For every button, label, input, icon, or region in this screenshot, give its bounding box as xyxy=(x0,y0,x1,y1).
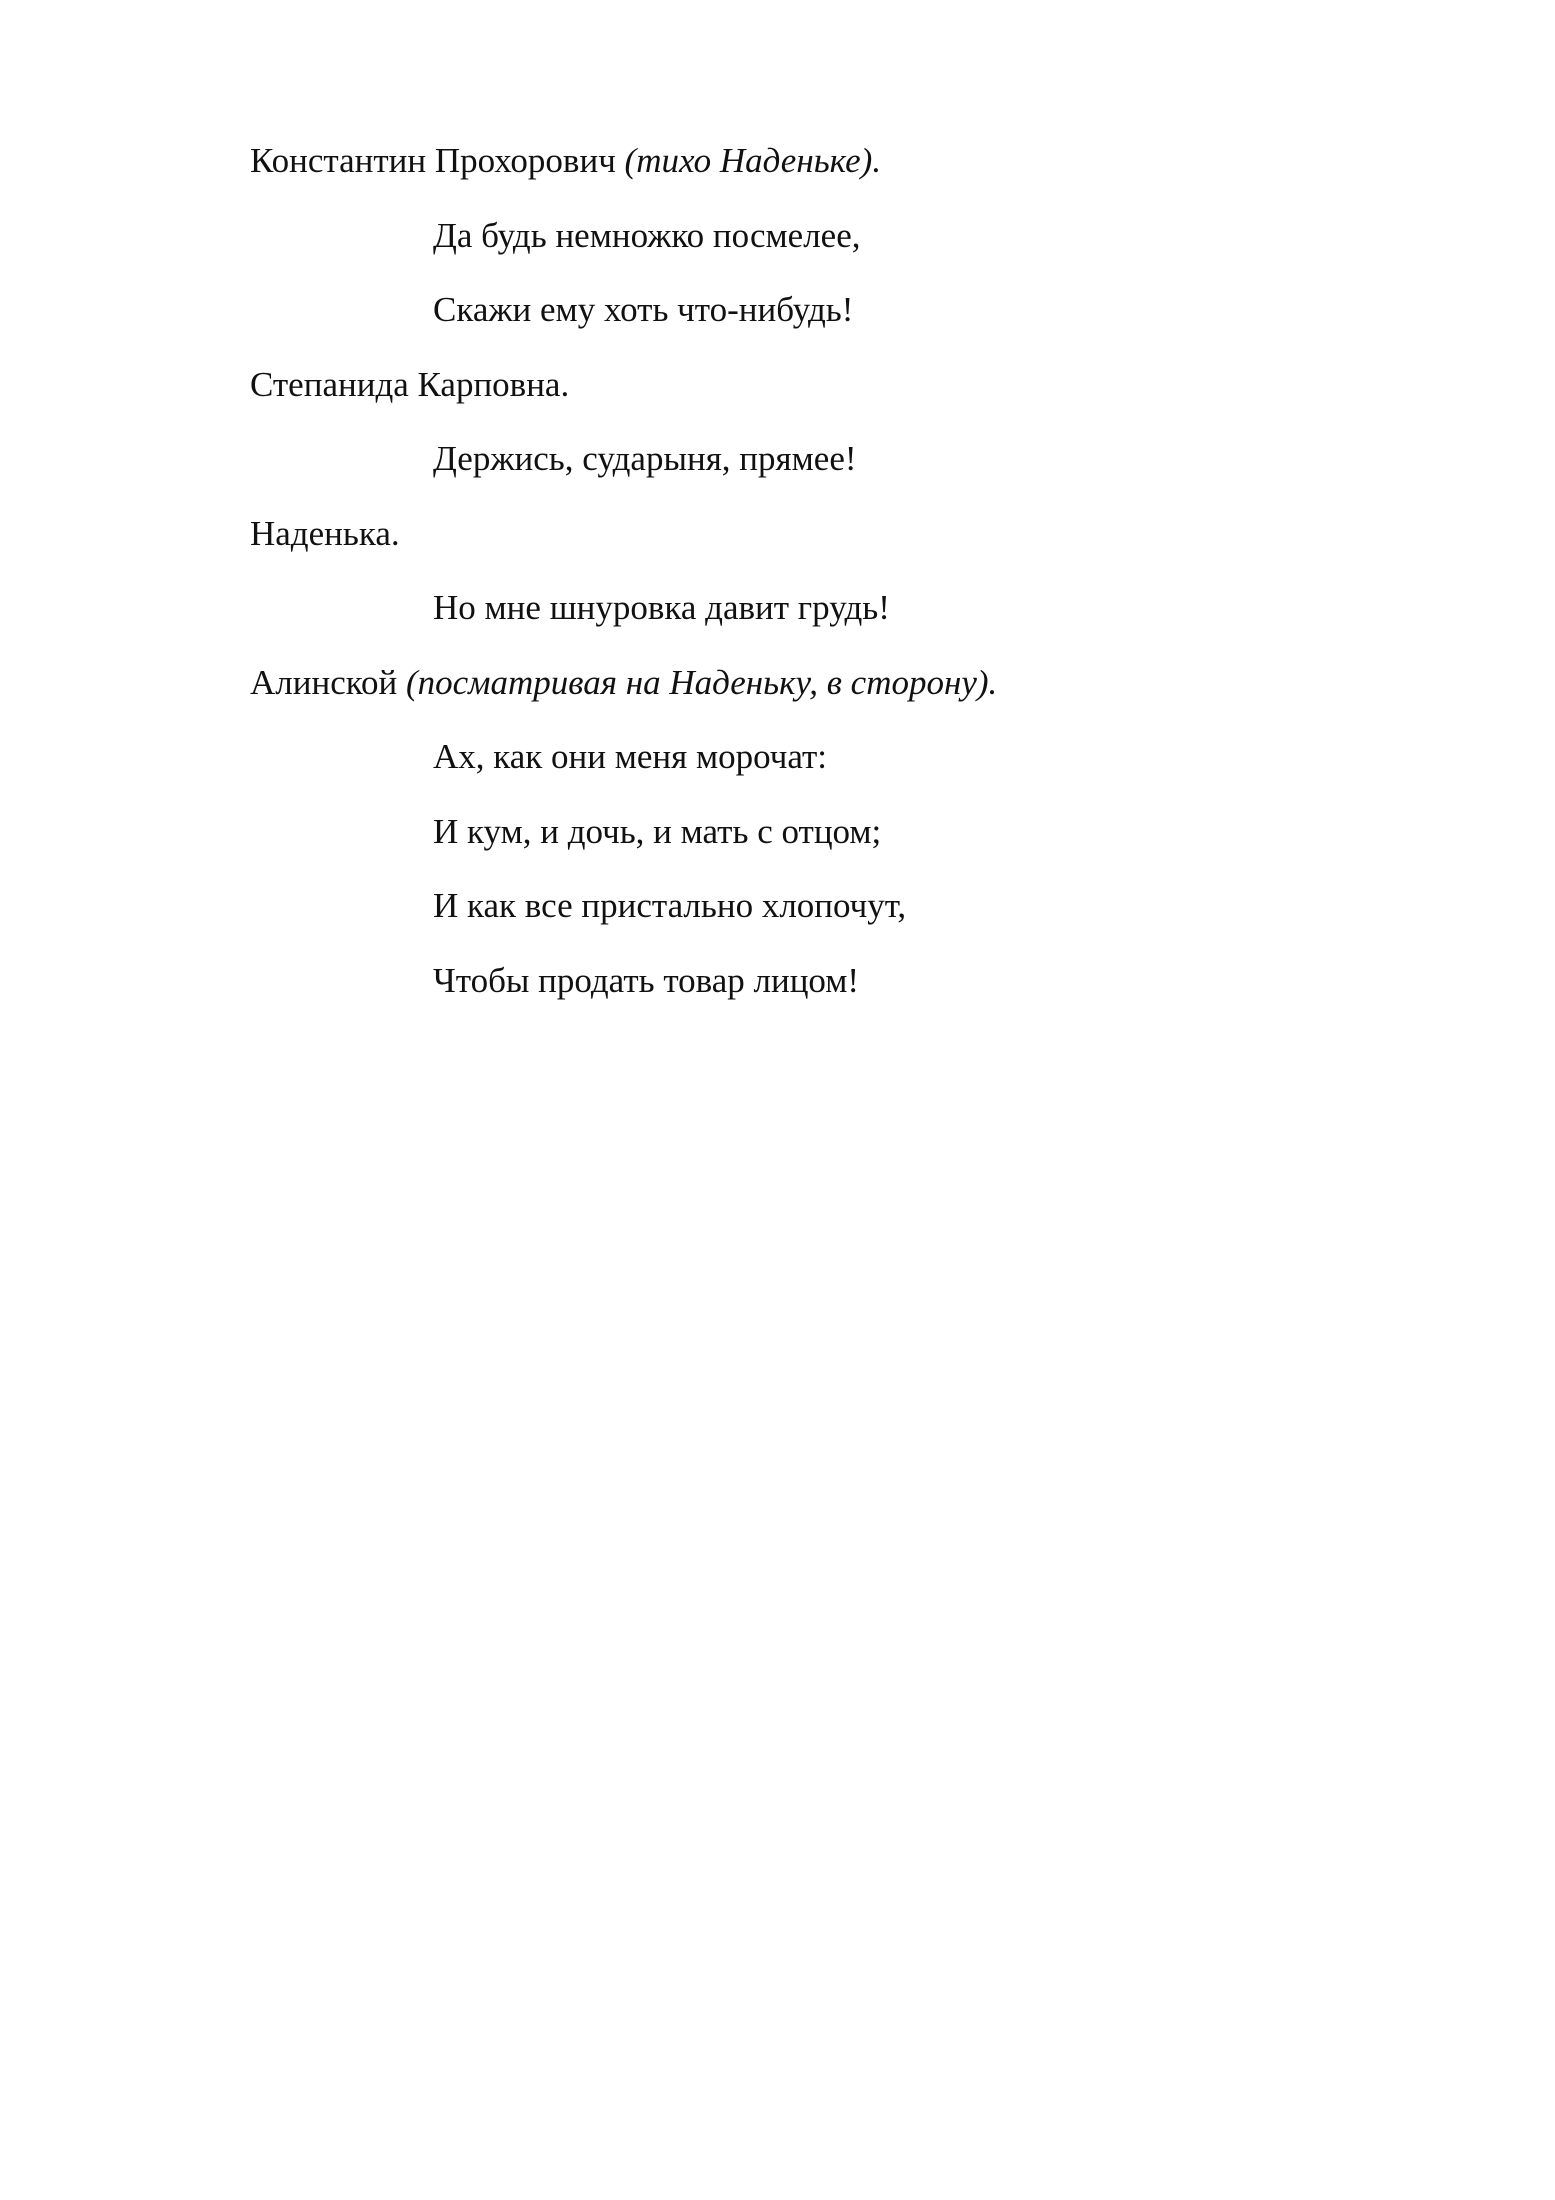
speaker-line xyxy=(250,513,1350,588)
speaker-name: Алинской xyxy=(250,662,398,702)
verse-line: Но мне шнуровка давит грудь! xyxy=(433,588,890,627)
stage-direction: (тихо Наденьке). xyxy=(624,141,882,180)
stage-direction: (посматривая на Наденьку, в сторону). xyxy=(405,662,998,702)
verse-line: Чтобы продать товар лицом! xyxy=(433,960,860,1000)
verse-line: Да будь немножко посмелее, xyxy=(433,215,861,255)
speaker-line xyxy=(250,364,1350,439)
speaker-name: Степанида Карповна. xyxy=(250,364,570,404)
verse-line: И кум, и дочь, и мать с отцом; xyxy=(433,811,882,851)
speaker-name: Константин Прохорович xyxy=(250,141,616,180)
speaker-name: Наденька. xyxy=(250,513,400,553)
verse-line: И как все пристально хлопочут, xyxy=(433,886,907,925)
verse-line: Держись, сударыня, прямее! xyxy=(433,439,857,478)
verse-line: Ах, как они меня морочат: xyxy=(433,737,828,776)
play-excerpt xyxy=(250,140,1350,1034)
speaker-line xyxy=(250,662,1350,737)
speaker-line xyxy=(250,140,1350,215)
verse-line: Скажи ему хоть что-нибудь! xyxy=(433,290,854,329)
